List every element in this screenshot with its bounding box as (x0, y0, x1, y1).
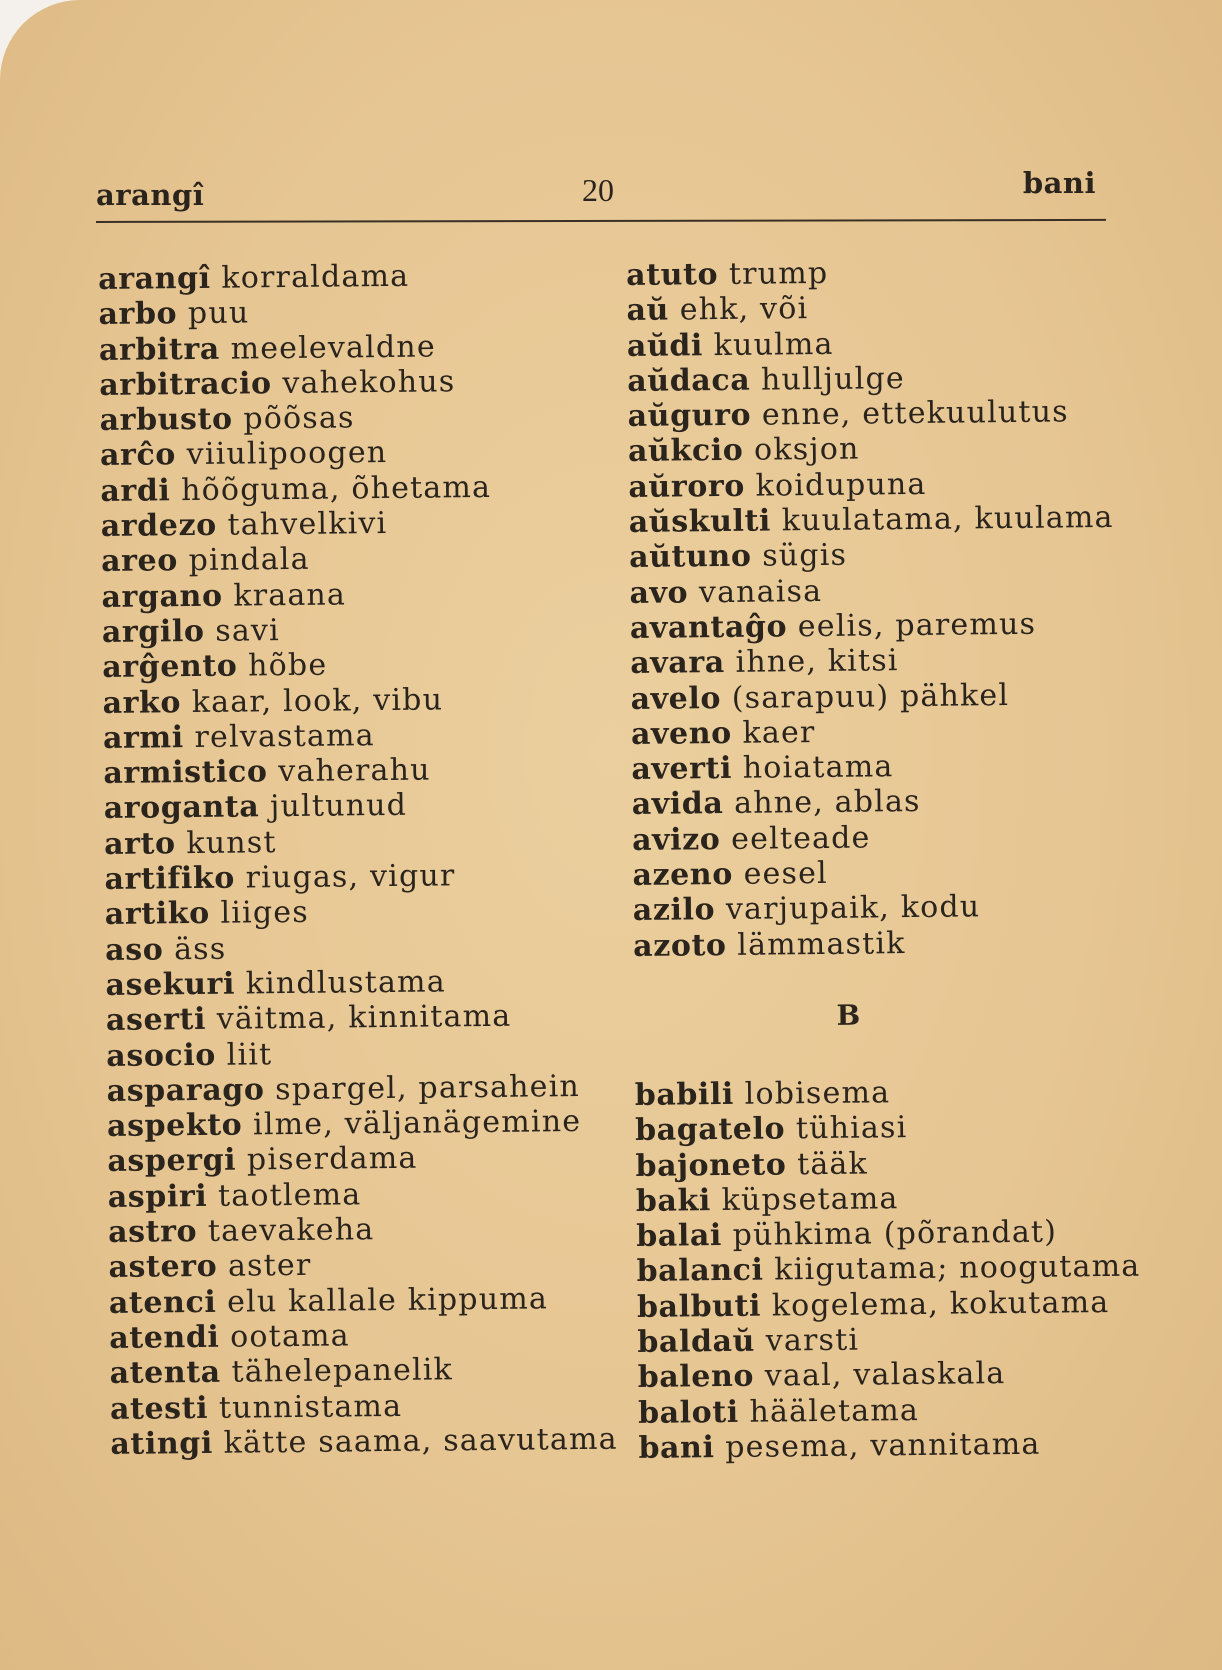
dictionary-entry (101, 504, 611, 545)
dictionary-entry (103, 715, 613, 756)
entry-headword: averti (631, 751, 733, 788)
entry-headword: avizo (631, 821, 721, 858)
entry-definition: ehk, või (679, 291, 809, 328)
entry-headword: argano (101, 578, 223, 615)
dictionary-entry (629, 500, 1149, 541)
entry-definition: tühiasi (795, 1110, 908, 1147)
entry-headword: atenci (108, 1284, 217, 1321)
entry-headword: arto (103, 825, 176, 862)
entry-definition: kraana (233, 577, 347, 614)
entry-definition: äss (173, 931, 227, 967)
dictionary-entry (632, 853, 1152, 894)
entry-headword: aŭdi (626, 327, 704, 364)
entry-definition: jultunud (269, 788, 408, 825)
entry-headword: baloti (637, 1394, 739, 1431)
entry-headword: aspergi (107, 1143, 237, 1180)
dictionary-entry (637, 1320, 1157, 1361)
entry-headword: aŭ (626, 292, 670, 329)
dictionary-entry (105, 963, 615, 1004)
entry-headword: aŭkcio (627, 433, 744, 470)
entry-headword: aserti (105, 1002, 207, 1039)
dictionary-entry (110, 1421, 620, 1462)
entry-definition: tähelepanelik (231, 1352, 454, 1390)
dictionary-entry (638, 1355, 1158, 1396)
entry-headword: avida (631, 786, 724, 823)
entry-definition: lobisema (744, 1075, 891, 1112)
entry-headword: aso (105, 931, 164, 968)
entry-headword: arĉo (99, 437, 177, 474)
entry-definition: kaer (742, 714, 816, 751)
entry-definition: koidupuna (755, 466, 927, 504)
dictionary-entry (635, 1143, 1155, 1184)
dictionary-entry (635, 1072, 1155, 1113)
dictionary-entry (636, 1178, 1156, 1219)
dictionary-entry (102, 645, 612, 686)
dictionary-entry (632, 782, 1152, 823)
entry-headword: areo (100, 543, 179, 580)
entry-headword: aŭtuno (628, 539, 752, 576)
dictionary-entry (110, 1386, 620, 1427)
entry-headword: arbo (98, 296, 178, 333)
dictionary-entry (628, 464, 1148, 505)
dictionary-entry (630, 606, 1150, 647)
entry-definition: hõbe (247, 647, 328, 684)
left-column (98, 257, 621, 1462)
entry-definition: kogelema, kokutama (771, 1284, 1110, 1324)
dictionary-entry (105, 892, 615, 933)
entry-headword: avelo (630, 680, 722, 717)
dictionary-entry (107, 1104, 617, 1145)
entry-definition: pindala (188, 542, 310, 579)
dictionary-entry (104, 821, 614, 862)
entry-headword: atesti (109, 1390, 209, 1427)
entry-definition: hõõguma, õhetama (180, 469, 492, 508)
entry-headword: arangî (98, 260, 211, 297)
dictionary-entry (627, 394, 1147, 435)
entry-headword: asocio (106, 1037, 217, 1074)
dictionary-entry (99, 398, 609, 439)
dictionary-entry (638, 1425, 1158, 1466)
dictionary-entry (631, 747, 1151, 788)
dictionary-entry (105, 927, 615, 968)
entry-definition: varsti (765, 1322, 860, 1359)
entry-headword: ardi (100, 473, 171, 509)
entry-headword: aŭguro (627, 397, 752, 435)
dictionary-entry (107, 1139, 617, 1180)
entry-headword: aŭroro (628, 468, 746, 505)
dictionary-entry (638, 1390, 1158, 1431)
entry-headword: armistico (103, 754, 268, 792)
entry-definition: enne, ettekuulutus (761, 394, 1069, 433)
entry-definition: trump (728, 255, 829, 292)
dictionary-entry (101, 539, 611, 580)
entry-headword: artifiko (104, 860, 236, 898)
dictionary-entry (98, 257, 608, 298)
dictionary-entry (109, 1351, 619, 1392)
entry-definition: aster (227, 1248, 312, 1285)
dictionary-entry (633, 888, 1153, 929)
entry-headword: avara (630, 645, 725, 682)
dictionary-entry (629, 535, 1149, 576)
entry-headword: arbitra (98, 331, 221, 368)
entry-definition: tahvelkivi (227, 506, 388, 543)
entries-b-section (635, 1072, 1159, 1466)
entry-definition: oksjon (753, 432, 860, 469)
entry-headword: arĝento (102, 648, 238, 686)
entry-headword: aroganta (103, 789, 260, 827)
entry-headword: aŭskulti (628, 503, 772, 541)
dictionary-entry (101, 574, 611, 615)
entry-headword: atenta (109, 1354, 221, 1392)
entry-definition: tääk (796, 1146, 869, 1182)
entry-definition: hulljulge (760, 360, 906, 398)
entry-definition: põõsas (243, 400, 355, 437)
dictionary-entry (627, 323, 1147, 364)
entry-definition: vanaisa (698, 573, 823, 610)
dictionary-entry (103, 751, 613, 792)
entry-definition: taevakeha (207, 1212, 375, 1249)
entry-headword: bagatelo (634, 1111, 786, 1149)
entry-definition: hoiatama (742, 749, 894, 786)
dictionary-entry (100, 468, 610, 509)
entry-headword: aveno (630, 715, 732, 752)
entry-definition: vaherahu (278, 752, 431, 790)
dictionary-entry (99, 327, 609, 368)
entry-definition: kuulatama, kuulama (781, 499, 1114, 539)
dictionary-entry (632, 817, 1152, 858)
section-spacer (634, 1030, 1154, 1077)
dictionary-entry (630, 676, 1150, 717)
entry-headword: arbitracio (99, 366, 272, 403)
dictionary-entry (628, 429, 1148, 470)
dictionary-entry (106, 998, 616, 1039)
entry-definition: kunst (186, 824, 277, 861)
entry-headword: baki (635, 1182, 712, 1219)
dictionary-entry (626, 253, 1146, 294)
entry-definition: kuulma (713, 326, 834, 363)
entry-definition: meelevaldne (230, 329, 436, 367)
entry-definition: (sarapuu) pähkel (731, 677, 1010, 716)
entry-definition: puu (187, 295, 250, 332)
entry-definition: pesema, vannitama (725, 1426, 1041, 1465)
entry-headword: astero (108, 1249, 218, 1286)
section-spacer (633, 958, 1153, 999)
entry-headword: atuto (626, 257, 719, 293)
entry-definition: eelis, paremus (797, 606, 1037, 645)
entry-definition: liiges (220, 895, 310, 932)
entry-headword: azeno (632, 856, 734, 894)
dictionary-entry (99, 363, 609, 404)
entry-headword: avo (629, 575, 689, 611)
page-number: 20 (582, 172, 614, 208)
dictionary-entry (108, 1174, 618, 1215)
entry-definition: riugas, vigur (245, 858, 456, 896)
entry-definition: piserdama (246, 1141, 418, 1178)
entry-definition: kindlustama (245, 964, 447, 1002)
entry-definition: taotlema (217, 1177, 362, 1214)
entry-definition: ahne, ablas (733, 784, 921, 822)
dictionary-entry (106, 1033, 616, 1074)
entry-definition: kiigutama; noogutama (774, 1249, 1141, 1288)
entry-headword: balai (636, 1218, 723, 1255)
entry-headword: azoto (633, 927, 727, 964)
entry-headword: baldaŭ (637, 1323, 756, 1360)
entry-headword: balanci (636, 1253, 764, 1290)
entry-definition: elu kallale kippuma (226, 1280, 549, 1320)
entry-definition: ihne, kitsi (735, 643, 899, 681)
right-column (626, 253, 1159, 1467)
dictionary-entry (109, 1316, 619, 1357)
entry-headword: balbuti (636, 1288, 762, 1325)
entry-definition: tunnistama (218, 1388, 403, 1426)
entry-headword: asparago (106, 1072, 265, 1109)
dictionary-entry (102, 680, 612, 721)
entry-headword: asekuri (105, 966, 236, 1003)
dictionary-entry (631, 711, 1151, 752)
entry-definition: spargel, parsahein (275, 1068, 581, 1108)
dictionary-entry (98, 292, 608, 333)
entry-headword: arko (102, 684, 182, 721)
dictionary-entry (102, 610, 612, 651)
entry-definition: ootama (230, 1318, 350, 1355)
entry-headword: aspekto (106, 1107, 243, 1145)
entry-headword: azilo (632, 892, 716, 929)
entry-headword: artiko (104, 896, 210, 933)
entry-headword: bani (638, 1430, 715, 1466)
entry-headword: atendi (109, 1319, 220, 1356)
entry-headword: argilo (101, 613, 205, 650)
dictionary-entry (627, 358, 1147, 399)
dictionary-entry (108, 1245, 618, 1286)
entry-definition: vaal, valaskala (764, 1356, 1006, 1394)
entry-definition: lämmastik (737, 925, 906, 963)
entry-definition: küpsetama (721, 1181, 899, 1218)
dictionary-entry (626, 288, 1146, 329)
dictionary-entry (104, 857, 614, 898)
section-heading: B (836, 998, 862, 1032)
entry-headword: babili (634, 1076, 735, 1113)
entry-definition: pühkima (põrandat) (732, 1214, 1058, 1254)
entry-definition: kaar, look, vibu (191, 681, 444, 720)
entry-headword: arbusto (99, 401, 233, 439)
dictionary-entry (104, 786, 614, 827)
dictionary-entry (630, 641, 1150, 682)
entry-headword: atingi (110, 1425, 214, 1462)
dictionary-entry (635, 1108, 1155, 1149)
entry-definition: korraldama (221, 258, 410, 296)
entry-definition: liit (226, 1036, 273, 1073)
dictionary-entry (109, 1280, 619, 1321)
entry-definition: varjupaik, kodu (725, 889, 981, 928)
entry-definition: savi (215, 613, 281, 649)
entries-a-section (626, 253, 1153, 964)
entry-definition: kätte saama, saavutama (223, 1421, 618, 1461)
entry-headword: avantaĝo (629, 609, 788, 646)
entry-headword: ardezo (100, 507, 217, 545)
dictionary-entry (629, 570, 1149, 611)
entry-definition: eesel (743, 855, 829, 892)
right-guide-word: bani (1022, 166, 1096, 200)
entry-definition: eelteade (730, 820, 871, 857)
entry-headword: baleno (637, 1359, 755, 1396)
entry-headword: aŭdaca (627, 362, 751, 399)
entry-definition: viiulipoogen (186, 435, 388, 473)
entry-definition: relvastama (194, 717, 375, 755)
entry-definition: väitma, kinnitama (216, 998, 512, 1038)
dictionary-entry (637, 1284, 1157, 1325)
dictionary-entry (636, 1249, 1156, 1290)
page-header (96, 166, 1104, 220)
entry-headword: bajoneto (635, 1146, 787, 1184)
entry-headword: aspiri (107, 1178, 208, 1215)
entry-definition: ilme, väljanägemine (252, 1104, 582, 1143)
left-guide-word: arangî (96, 178, 205, 212)
dictionary-entry (636, 1214, 1156, 1255)
entry-headword: armi (102, 719, 184, 756)
dictionary-entry (633, 923, 1153, 964)
entry-headword: astro (107, 1214, 198, 1250)
dictionary-entry (108, 1210, 618, 1251)
entry-definition: vahekohus (282, 364, 456, 401)
dictionary-entry (100, 433, 610, 474)
entry-definition: hääletama (749, 1392, 920, 1430)
dictionary-entry (107, 1068, 617, 1109)
entry-definition: sügis (762, 538, 848, 574)
